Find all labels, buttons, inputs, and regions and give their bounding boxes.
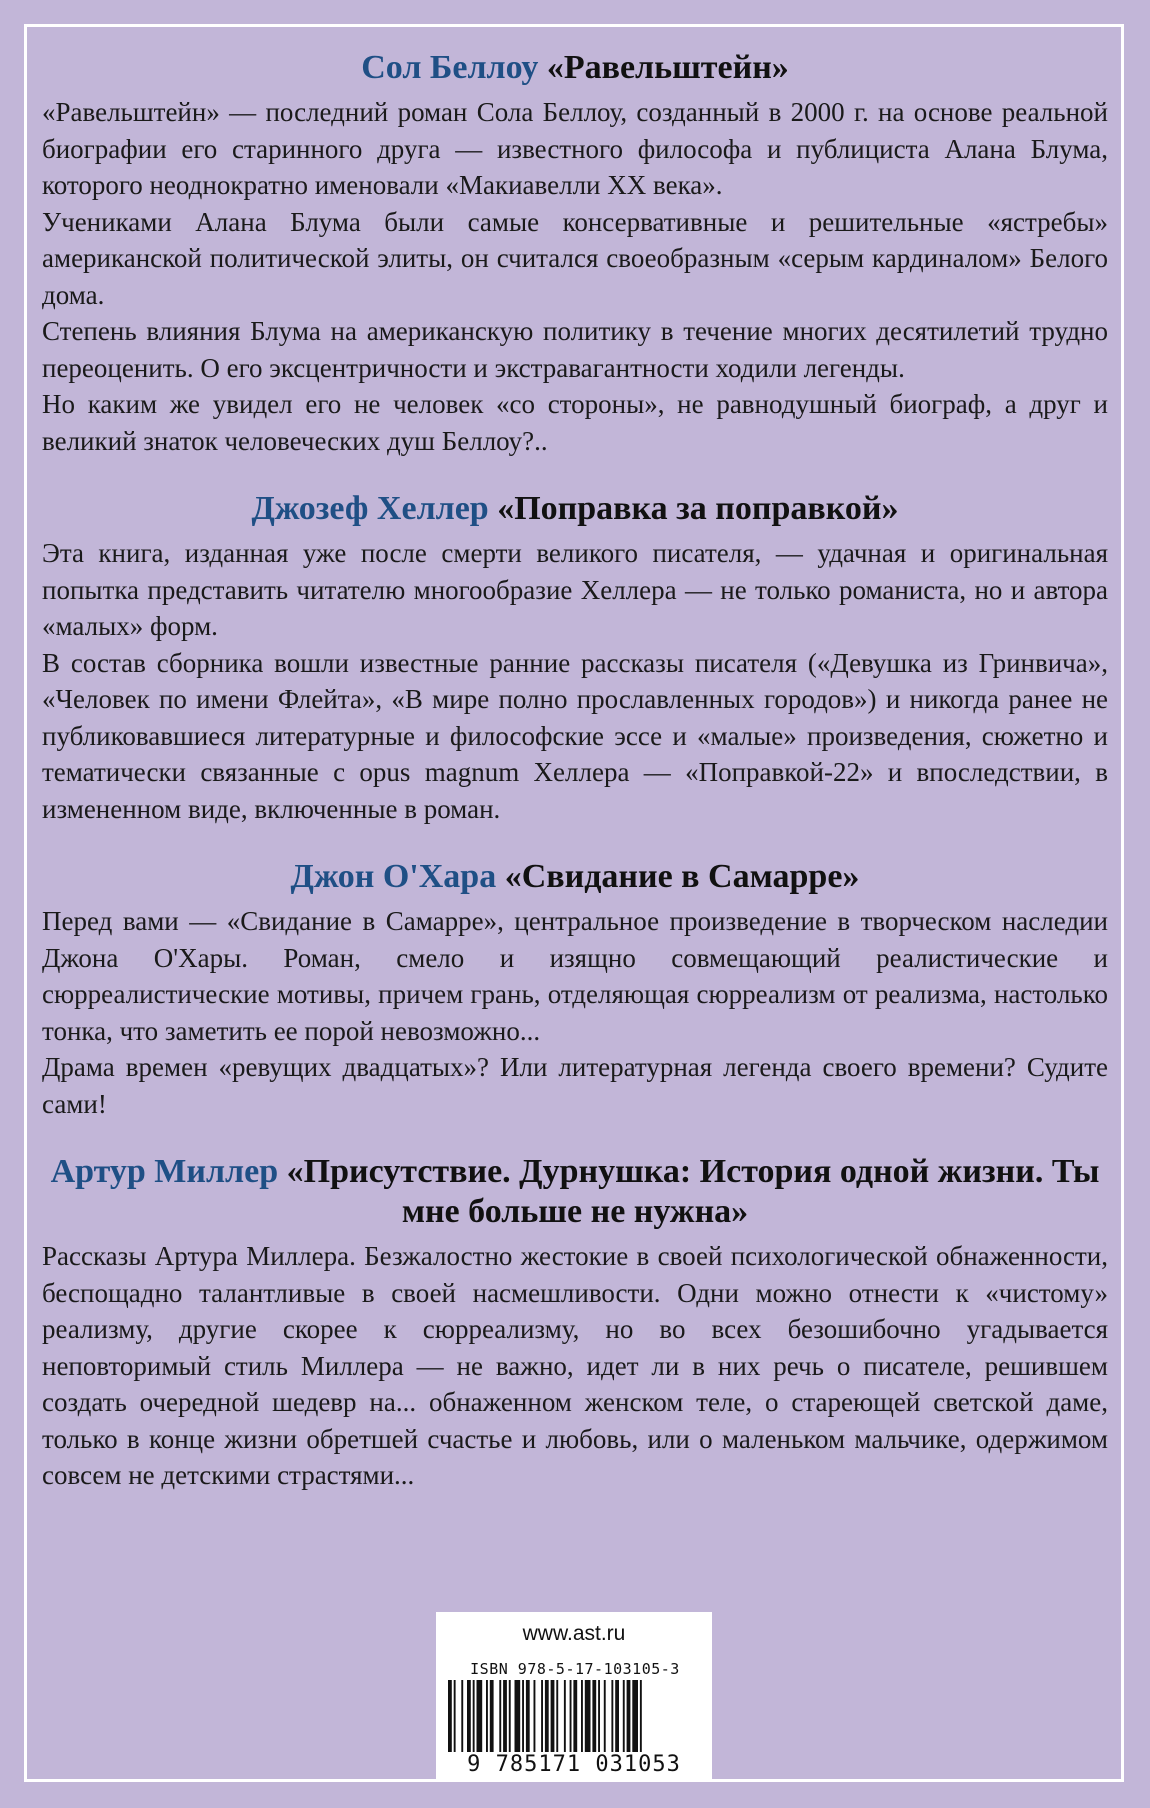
barcode-bar <box>585 1680 591 1752</box>
barcode-bar <box>564 1680 566 1752</box>
book-title: «Равельштейн» <box>546 49 789 86</box>
barcode-bar <box>632 1680 638 1752</box>
barcode-bar <box>598 1680 600 1752</box>
barcode-bar <box>526 1680 530 1752</box>
paragraph: Драма времен «ревущих двадцатых»? Или литературная легенда своего времени? Судите сами! <box>42 1052 1108 1119</box>
author-name: Сол Беллоу <box>361 49 539 86</box>
author-name: Артур Миллер <box>50 1153 279 1190</box>
barcode-bar <box>499 1680 501 1752</box>
barcode-bar <box>604 1680 606 1752</box>
barcode-icon <box>448 1680 700 1752</box>
barcode-bar <box>640 1680 642 1752</box>
barcode-bar <box>448 1680 452 1752</box>
barcode-digits: 9 785171 031053 <box>467 1752 681 1777</box>
annotations-column <box>42 48 1108 1524</box>
barcode-bar <box>490 1680 494 1752</box>
barcode-bar <box>573 1680 577 1752</box>
barcode-bar <box>454 1680 456 1752</box>
barcode-bar <box>541 1680 543 1752</box>
author-name: Джозеф Хеллер <box>251 490 489 527</box>
section-heading <box>42 1152 1108 1232</box>
barcode-bar <box>467 1680 471 1752</box>
section-miller <box>42 1152 1108 1494</box>
barcode-bar <box>534 1680 536 1752</box>
barcode-bar <box>522 1680 524 1752</box>
barcode-bar <box>503 1680 507 1752</box>
barcode-bar <box>486 1680 488 1752</box>
paragraph: Эта книга, изданная уже после смерти великого писателя, — удачная и оригинальная попытка представить читателю многообразие Хеллера — не только романиста, но и автора «малых» форм. <box>42 538 1108 641</box>
barcode-bar <box>551 1680 555 1752</box>
barcode-bar <box>581 1680 583 1752</box>
paragraph: Степень влияния Блума на американскую политику в течение многих десятилетий трудно переоценить. О его эксцентричности и экстравагантности ходили легенды. <box>42 316 1108 383</box>
barcode-bar <box>623 1680 625 1752</box>
book-title: «Присутствие. Дурнушка: История одной жизни. Ты мне больше не нужна» <box>286 1153 1100 1230</box>
barcode-bar <box>592 1680 596 1752</box>
barcode-bar <box>611 1680 613 1752</box>
barcode-bar <box>477 1680 483 1752</box>
paragraph: В состав сборника вошли известные ранние рассказы писателя («Девушка из Гринвича», «Человек по имени Флейта», «В мире полно прославленных городов») и никогда ранее не публиковавшиеся литературные и философские эссе и «малые» произведения, сюжетно и тематически связанные с opus magnum Хеллера — «Поправкой-22» и впоследствии, в измененном виде, включенные в роман. <box>42 647 1108 824</box>
book-title: «Поправка за поправкой» <box>497 490 899 527</box>
barcode-bar <box>473 1680 475 1752</box>
section-heading <box>42 489 1108 529</box>
section-heading <box>42 857 1108 897</box>
barcode-bar <box>615 1680 619 1752</box>
barcode-bar <box>556 1680 558 1752</box>
publisher-url[interactable]: www.ast.ru <box>522 1622 626 1645</box>
book-title: «Свидание в Самарре» <box>504 858 860 895</box>
barcode-bar <box>509 1680 511 1752</box>
barcode-bar <box>627 1680 631 1752</box>
isbn-text: ISBN 978-5-17-103105-3 <box>470 1660 680 1678</box>
barcode-bar <box>461 1680 463 1752</box>
paragraph: Учениками Алана Блума были самые консервативные и решительные «ястребы» американской политической элиты, он считался своеобразным «серым кардиналом» Белого дома. <box>42 206 1108 310</box>
section-bellow <box>42 48 1108 459</box>
section-heller <box>42 489 1108 827</box>
author-name: Джон О'Хара <box>290 858 497 895</box>
paragraph: Но каким же увидел его не человек «со стороны», не равнодушный биограф, а друг и великий знаток человеческих душ Беллоу?.. <box>42 389 1108 456</box>
section-ohara <box>42 857 1108 1122</box>
barcode-bar <box>515 1680 521 1752</box>
barcode-bar <box>570 1680 572 1752</box>
paragraph: Рассказы Артура Миллера. Безжалостно жестокие в своей психологической обнаженности, беспощадно талантливые в своей насмешливости. Одни можно отнести к «чистому» реализму, другие скорее к сюрреализму, но во всех безошибочно угадывается неповторимый стиль Миллера — не важно, идет ли в них речь о писателе, решившем создать очередной шедевр на... обнаженном женском теле, о стареющей светской даме, только в конце жизни обретшей счастье и любовь, или о маленьком мальчике, одержимом совсем не детскими страстями... <box>42 1241 1108 1490</box>
barcode-panel <box>436 1612 712 1782</box>
paragraph: Перед вами — «Свидание в Самарре», центральное произведение в творческом наследии Джона О'Хары. Роман, смело и изящно совмещающий реалистические и сюрреалистические мотивы, причем грань, отделяющая сюрреализм от реализма, настолько тонка, что заметить ее порой невозможно... <box>42 906 1108 1046</box>
section-heading <box>42 48 1108 88</box>
paragraph: «Равельштейн» — последний роман Сола Беллоу, созданный в 2000 г. на основе реальной биографии его старинного друга — известного философа и публициста Алана Блума, которого неоднократно именовали «Макиавелли XX века». <box>42 97 1108 200</box>
barcode-bar <box>545 1680 549 1752</box>
